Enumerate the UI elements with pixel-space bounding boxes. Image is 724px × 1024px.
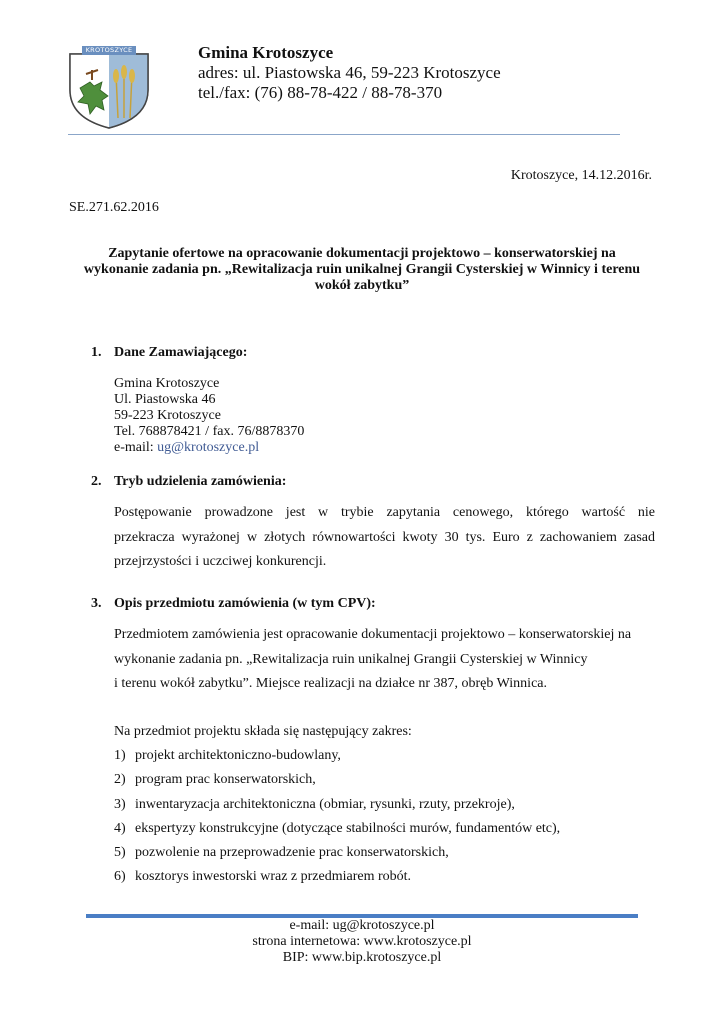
list-item <box>114 797 515 813</box>
section-2-line-3: przejrzystości i uczciwej konkurencji. <box>114 554 327 569</box>
list-item-number: 4) <box>114 821 126 836</box>
list-item <box>114 869 411 885</box>
list-item <box>114 821 560 837</box>
section-2-line-2: przekracza wyrażonej w złotych równowartości kwoty 30 tys. Euro z zachowaniem zasad <box>114 530 655 545</box>
section-2-number: 2. <box>91 474 102 489</box>
list-item-text: ekspertyzy konstrukcyjne (dotyczące stabilności murów, fundamentów etc), <box>135 821 561 836</box>
footer-website: strona internetowa: www.krotoszyce.pl <box>252 934 472 949</box>
scope-intro: Na przedmiot projektu składa się następujący zakres: <box>114 724 412 739</box>
list-item <box>114 845 449 861</box>
reference-number: SE.271.62.2016 <box>69 200 159 215</box>
coat-of-arms-logo <box>66 40 152 130</box>
list-item-number: 1) <box>114 748 126 763</box>
section-2-line-1: Postępowanie prowadzone jest w trybie zapytania cenowego, którego wartość nie <box>114 505 655 520</box>
footer-email: e-mail: ug@krotoszyce.pl <box>289 918 435 933</box>
title-line-3: wokół zabytku” <box>314 278 410 293</box>
document-date: Krotoszyce, 14.12.2016r. <box>510 168 652 183</box>
section-3-line-3: i terenu wokół zabytku”. Miejsce realizacji na działce nr 387, obręb Winnica. <box>114 676 548 691</box>
org-phone: tel./fax: (76) 88-78-422 / 88-78-370 <box>198 83 443 102</box>
section-3-line-2: wykonanie zadania pn. „Rewitalizacja ruin unikalnej Grangii Cysterskiej w Winnicy <box>114 652 588 667</box>
list-item-text: projekt architektoniczno-budowlany, <box>135 748 341 763</box>
section-2-heading: Tryb udzielenia zamówienia: <box>114 474 287 489</box>
contact-org: Gmina Krotoszyce <box>114 376 220 391</box>
list-item-text: pozwolenie na przeprowadzenie prac konserwatorskich, <box>135 845 449 860</box>
footer-bip: BIP: www.bip.krotoszyce.pl <box>282 950 442 965</box>
section-3-number: 3. <box>91 596 102 611</box>
list-item-number: 3) <box>114 797 126 812</box>
contact-city: 59-223 Krotoszyce <box>114 408 221 423</box>
section-3-heading: Opis przedmiotu zamówienia (w tym CPV): <box>114 596 376 611</box>
list-item-number: 6) <box>114 869 126 884</box>
section-3-line-1: Przedmiotem zamówienia jest opracowanie dokumentacji projektowo – konserwatorskiej na <box>114 627 632 642</box>
list-item-text: inwentaryzacja architektoniczna (obmiar, rysunki, rzuty, przekroje), <box>135 797 515 812</box>
org-address: adres: ul. Piastowska 46, 59-223 Krotoszyce <box>198 63 501 82</box>
title-line-2: wykonanie zadania pn. „Rewitalizacja ruin unikalnej Grangii Cysterskiej w Winnicy i terenu <box>83 262 641 277</box>
list-item-text: kosztorys inwestorski wraz z przedmiarem robót. <box>135 869 412 884</box>
contact-email-row <box>114 440 259 456</box>
list-item-number: 5) <box>114 845 126 860</box>
list-item-text: program prac konserwatorskich, <box>135 772 316 787</box>
org-name: Gmina Krotoszyce <box>198 43 334 62</box>
contact-email-link[interactable]: ug@krotoszyce.pl <box>157 440 260 455</box>
list-item <box>114 748 341 764</box>
section-1-heading: Dane Zamawiającego: <box>114 345 248 360</box>
contact-phone: Tel. 768878421 / fax. 76/8878370 <box>114 424 305 439</box>
section-1-number: 1. <box>91 345 102 360</box>
contact-street: Ul. Piastowska 46 <box>114 392 216 407</box>
logo-text: KROTOSZYCE <box>82 46 136 55</box>
header-divider <box>68 134 620 135</box>
list-item-number: 2) <box>114 772 126 787</box>
list-item <box>114 772 316 788</box>
contact-email-label: e-mail: <box>114 440 158 455</box>
title-line-1: Zapytanie ofertowe na opracowanie dokumentacji projektowo – konserwatorskiej na <box>108 246 616 261</box>
letterhead <box>198 43 501 103</box>
